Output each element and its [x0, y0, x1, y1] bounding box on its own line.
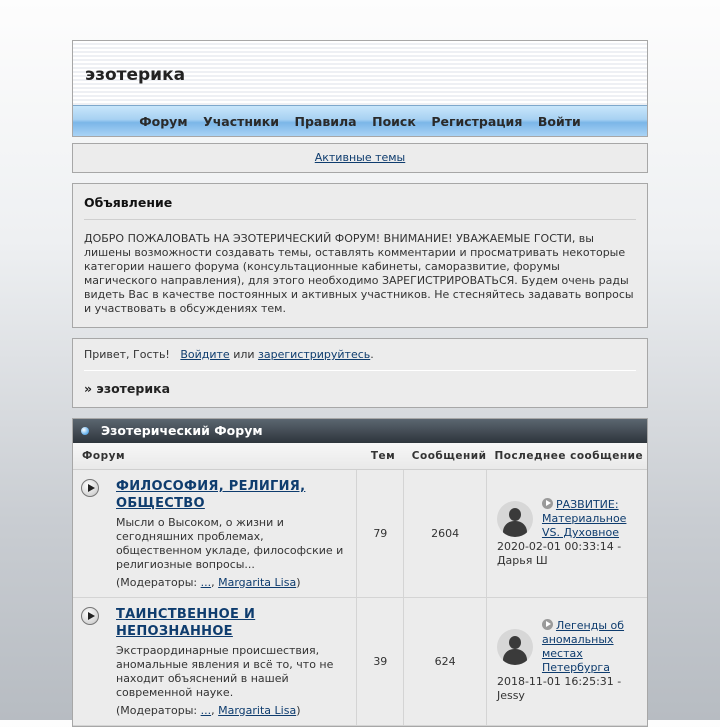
main-nav: [73, 105, 647, 136]
forum-moderators: [116, 704, 346, 717]
moderator-link[interactable]: ...: [200, 575, 212, 589]
posts-count: 624: [404, 597, 487, 725]
greeting-or: или: [233, 348, 255, 361]
mods-sep: ,: [211, 703, 219, 717]
header-forum: Форум: [73, 443, 357, 469]
mods-prefix: (Модераторы:: [116, 703, 201, 717]
posts-count: 2604: [404, 469, 487, 597]
forum-cell: [73, 597, 357, 725]
moderator-link[interactable]: ...: [200, 703, 212, 717]
table-header-row: [73, 443, 647, 469]
last-post-cell: [486, 469, 647, 597]
table-row: [73, 597, 647, 725]
nav-search[interactable]: Поиск: [372, 114, 416, 129]
last-post-link[interactable]: РАЗВИТИЕ: Материальное VS. Духовное: [541, 498, 627, 539]
category-header: [73, 419, 647, 443]
last-post-meta: 2020-02-01 00:33:14 - Дарья Ш: [496, 540, 622, 567]
active-topics-bar: [72, 143, 648, 173]
avatar[interactable]: [497, 629, 533, 665]
announcement-panel: [72, 183, 648, 328]
last-post-cell: [486, 597, 647, 725]
header-topics: Тем: [357, 443, 404, 469]
site-header: [72, 40, 648, 137]
forum-description: Экстраординарные происшествия, аномальные явления и всё то, что не находит объяснений в нашей современной науке.: [116, 643, 334, 699]
header-posts: Сообщений: [404, 443, 487, 469]
nav-forum[interactable]: Форум: [139, 114, 188, 129]
nav-members[interactable]: Участники: [203, 114, 280, 129]
forum-play-icon: [81, 607, 99, 625]
nav-login[interactable]: Войти: [537, 114, 581, 129]
header-banner: [73, 41, 647, 105]
forum-table: [73, 443, 647, 726]
forum-category: [72, 418, 648, 727]
register-link[interactable]: зарегистрируйтесь: [258, 348, 371, 361]
mods-suffix: ): [296, 575, 301, 589]
announcement-title: Объявление: [84, 195, 636, 220]
greeting-panel: [72, 338, 648, 408]
topics-count: 79: [357, 469, 404, 597]
nav-rules[interactable]: Правила: [294, 114, 357, 129]
login-link[interactable]: Войдите: [180, 348, 230, 361]
table-row: [73, 469, 647, 597]
mods-suffix: ): [296, 703, 301, 717]
topics-count: 39: [357, 597, 404, 725]
forum-title-link[interactable]: ФИЛОСОФИЯ, РЕЛИГИЯ, ОБЩЕСТВО: [116, 478, 306, 511]
site-title[interactable]: эзотерика: [85, 65, 186, 85]
last-post-link[interactable]: Легенды об аномальных местах Петербурга: [541, 619, 625, 674]
moderator-link[interactable]: Margarita Lisa: [218, 575, 297, 589]
forum-cell: [73, 469, 357, 597]
announcement-text: ДОБРО ПОЖАЛОВАТЬ НА ЭЗОТЕРИЧЕСКИЙ ФОРУМ! ВНИМАНИЕ! УВАЖАЕМЫЕ ГОСТИ, вы лишены возможности создавать темы, оставлять комментарии и просматривать некоторые категории нашего форума (консультационные кабинеты, саморазвитие, форумы магического направления), для этого необходимо ЗАРЕГИСТРИРОВАТЬСЯ. Будем очень рады видеть Вас в качестве постоянных и активных участников. Не стесняйтесь задавать вопросы и участвовать в обсуждениях тем.: [84, 232, 634, 315]
greeting-hello: Привет, Гость!: [84, 348, 170, 361]
active-topics-link[interactable]: Активные темы: [314, 151, 406, 164]
nav-register[interactable]: Регистрация: [431, 114, 523, 129]
category-title[interactable]: Эзотерический Форум: [101, 423, 263, 438]
forum-play-icon: [81, 479, 99, 497]
moderator-link[interactable]: Margarita Lisa: [218, 703, 297, 717]
greeting-dot: .: [370, 348, 374, 361]
divider: [84, 370, 636, 371]
mods-sep: ,: [211, 575, 219, 589]
last-post-meta: 2018-11-01 16:25:31 - Jessy: [496, 675, 622, 702]
go-arrow-icon: [542, 498, 553, 509]
mods-prefix: (Модераторы:: [116, 575, 201, 589]
forum-moderators: [116, 576, 346, 589]
forum-description: Мысли о Высоком, о жизни и сегодняшних проблемах, общественном укладе, философские и религиозные вопросы...: [116, 515, 344, 571]
category-dot-icon: [81, 427, 89, 435]
avatar[interactable]: [497, 501, 533, 537]
go-arrow-icon: [542, 619, 553, 630]
header-last: Последнее сообщение: [486, 443, 647, 469]
breadcrumb[interactable]: » эзотерика: [84, 381, 171, 396]
forum-title-link[interactable]: ТАИНСТВЕННОЕ И НЕПОЗНАННОЕ: [116, 606, 256, 639]
greeting-line: [84, 348, 636, 370]
